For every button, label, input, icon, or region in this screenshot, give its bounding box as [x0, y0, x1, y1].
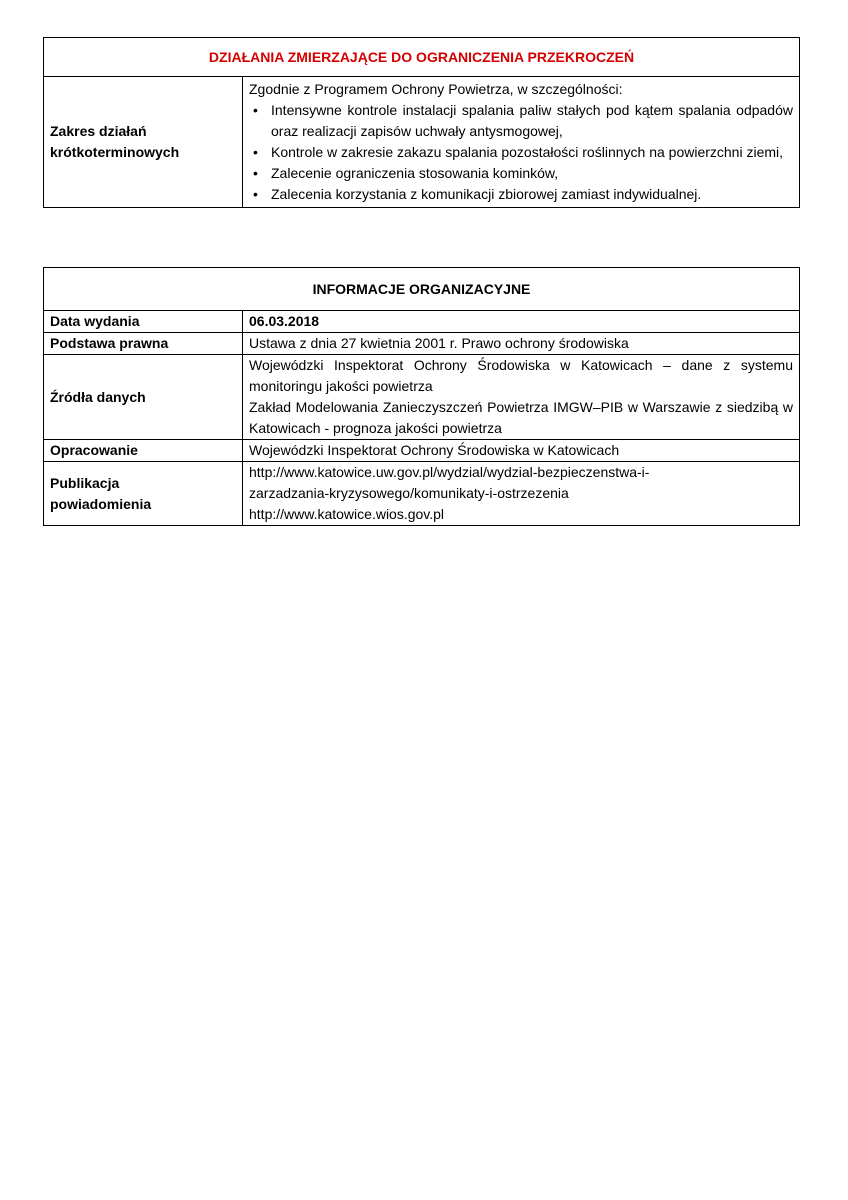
data-sources-label: Źródła danych	[44, 355, 243, 440]
data-source-1: Wojewódzki Inspektorat Ochrony Środowiska w Katowicach – dane z systemu monitoringu jakości powietrza	[249, 357, 793, 394]
publication-label-line1: Publikacja	[50, 474, 120, 491]
date-label: Data wydania	[44, 311, 243, 333]
legal-basis-value: Ustawa z dnia 27 kwietnia 2001 r. Prawo ochrony środowiska	[243, 333, 800, 355]
actions-list	[249, 100, 793, 205]
actions-label-line1: Zakres działań	[50, 123, 147, 139]
prepared-by-label: Opracowanie	[44, 440, 243, 462]
data-sources-value	[243, 355, 800, 440]
list-item: • Zalecenia korzystania z komunikacji zbiorowej zamiast indywidualnej.	[249, 184, 793, 205]
info-title: INFORMACJE ORGANIZACYJNE	[44, 268, 800, 311]
list-item: • Intensywne kontrole instalacji spalania paliw stałych pod kątem spalania odpadów oraz realizacji zapisów uchwały antysmogowej,	[249, 100, 793, 142]
info-title-row	[44, 268, 800, 311]
publication-label	[44, 462, 243, 526]
prepared-by-value: Wojewódzki Inspektorat Ochrony Środowiska w Katowicach	[243, 440, 800, 462]
actions-title-row	[44, 38, 800, 77]
publication-link-1-line1[interactable]: http://www.katowice.uw.gov.pl/wydzial/wydzial-bezpieczenstwa-i-	[249, 464, 650, 480]
table-row	[44, 355, 800, 440]
actions-intro: Zgodnie z Programem Ochrony Powietrza, w szczególności:	[249, 81, 623, 97]
publication-label-line2: powiadomienia	[50, 495, 152, 512]
publication-links	[243, 462, 800, 526]
table-row	[44, 311, 800, 333]
date-value: 06.03.2018	[243, 311, 800, 333]
actions-content	[243, 77, 800, 208]
actions-label	[44, 77, 243, 208]
table-row	[44, 462, 800, 526]
organizational-info-table	[43, 267, 800, 526]
table-row	[44, 440, 800, 462]
list-item: • Kontrole w zakresie zakazu spalania pozostałości roślinnych na powierzchni ziemi,	[249, 142, 793, 163]
actions-label-line2: krótkoterminowych	[50, 144, 180, 160]
actions-row	[44, 77, 800, 208]
publication-link-2[interactable]: http://www.katowice.wios.gov.pl	[249, 506, 445, 522]
list-item: • Zalecenie ograniczenia stosowania kominków,	[249, 163, 793, 184]
publication-link-1-line2[interactable]: zarzadzania-kryzysowego/komunikaty-i-ostrzezenia	[249, 485, 569, 501]
legal-basis-label: Podstawa prawna	[44, 333, 243, 355]
actions-title: DZIAŁANIA ZMIERZAJĄCE DO OGRANICZENIA PRZEKROCZEŃ	[44, 38, 800, 77]
actions-table	[43, 37, 800, 208]
table-row	[44, 333, 800, 355]
data-source-2: Zakład Modelowania Zanieczyszczeń Powietrza IMGW–PIB w Warszawie z siedzibą w Katowicach - prognoza jakości powietrza	[249, 399, 793, 436]
